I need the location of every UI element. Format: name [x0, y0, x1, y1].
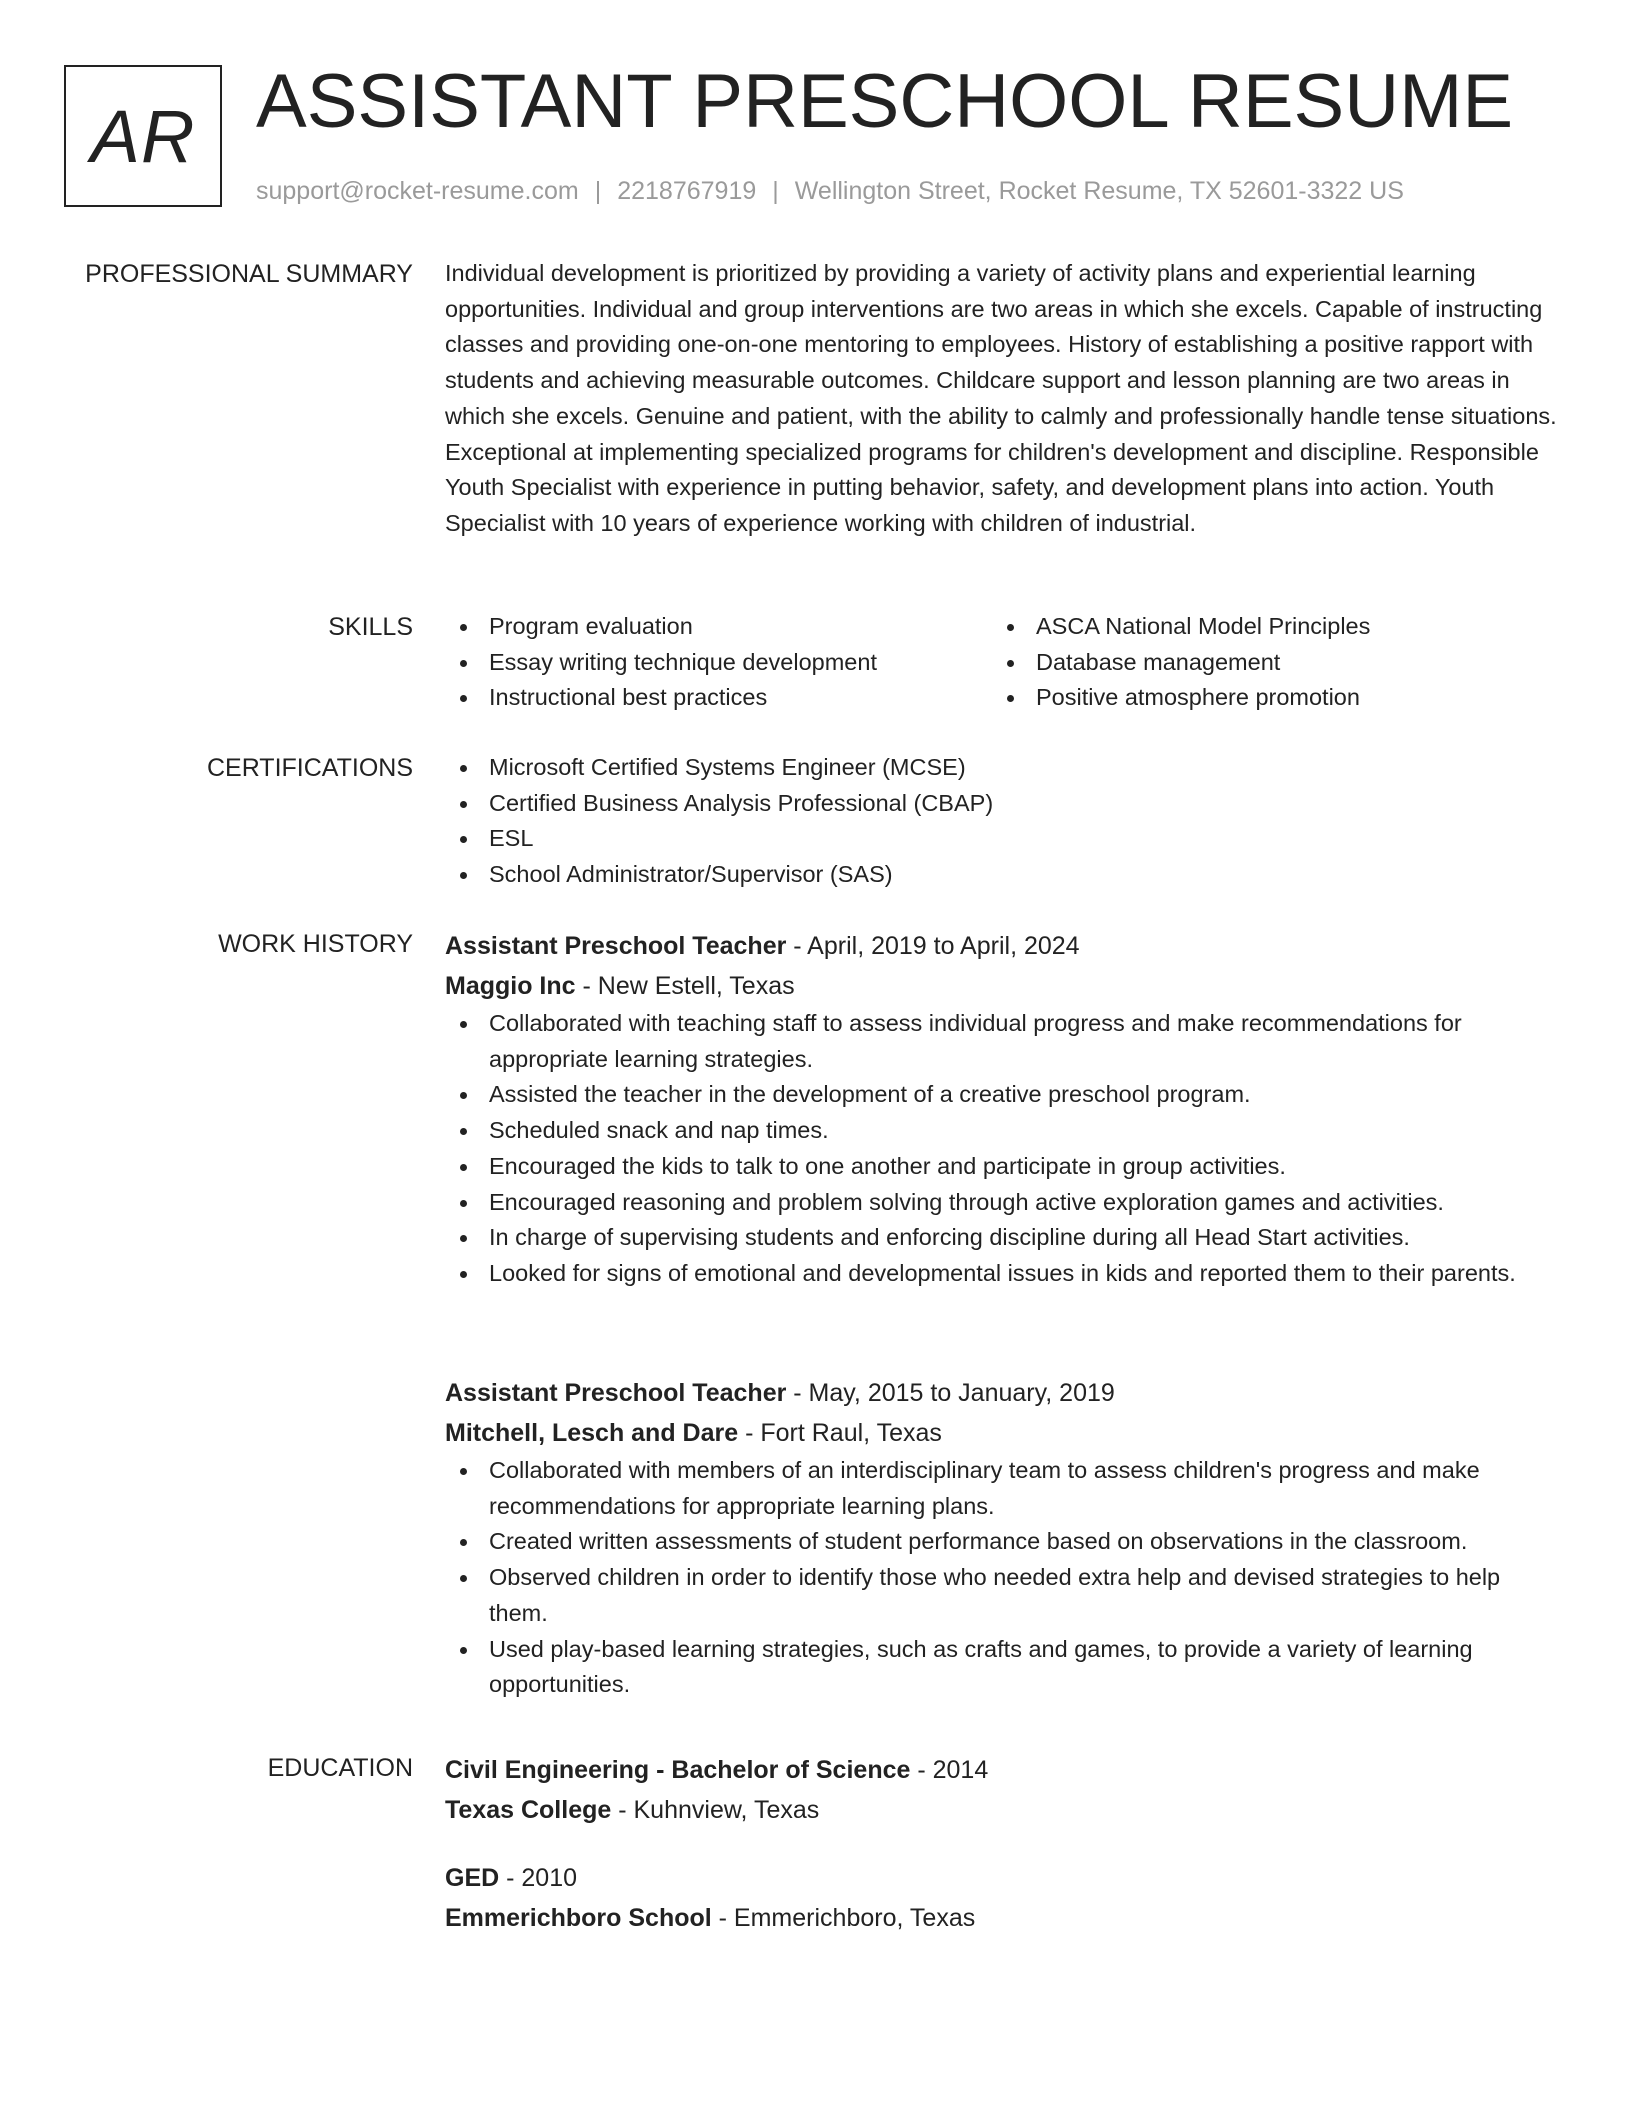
job-company-line [445, 966, 1560, 1006]
monogram-box [64, 65, 222, 207]
skills-column [445, 609, 992, 716]
section-body [445, 926, 1560, 1292]
job-bullet: Collaborated with teaching staff to assess individual progress and make recommendations for appropriate learning strategies. [445, 1006, 1560, 1077]
education-year: - 2014 [910, 1756, 989, 1784]
education-school: Texas College [445, 1796, 612, 1824]
section-body [445, 750, 1560, 893]
section-label: CERTIFICATIONS [206, 754, 413, 782]
job-title: Assistant Preschool Teacher [445, 932, 787, 960]
certification-item: Microsoft Certified Systems Engineer (MCSE) [445, 750, 1560, 786]
skill-item: Positive atmosphere promotion [992, 680, 1539, 716]
contact-line [256, 174, 1404, 208]
job-bullet: In charge of supervising students and enforcing discipline during all Head Start activities. [445, 1220, 1560, 1256]
job-dates: - April, 2019 to April, 2024 [786, 932, 1080, 960]
job-bullet: Collaborated with members of an interdisciplinary team to assess children's progress and make recommendations for appropriate learning plans. [445, 1453, 1560, 1524]
skill-item: ASCA National Model Principles [992, 609, 1539, 645]
contact-separator: | [772, 177, 779, 205]
job-title-line [445, 1373, 1560, 1413]
skills-column [992, 609, 1539, 716]
education-degree: GED [445, 1864, 500, 1892]
education-degree-line [445, 1750, 1560, 1790]
education-school: Emmerichboro School [445, 1904, 712, 1932]
education-location: - Emmerichboro, Texas [711, 1904, 976, 1932]
job-company-line [445, 1413, 1560, 1453]
contact-separator: | [594, 177, 602, 205]
job-bullets [445, 1453, 1560, 1703]
contact-address: Wellington Street, Rocket Resume, TX 52601-3322 US [794, 177, 1404, 205]
job-bullet: Created written assessments of student performance based on observations in the classroom. [445, 1524, 1560, 1560]
education-degree: Civil Engineering - Bachelor of Science [445, 1756, 911, 1784]
certification-item: School Administrator/Supervisor (SAS) [445, 857, 1560, 893]
monogram-initials: AR [90, 94, 196, 178]
section-label: EDUCATION [267, 1754, 413, 1782]
section-body [445, 1373, 1560, 1703]
job-company: Maggio Inc [445, 972, 576, 1000]
job-bullet: Scheduled snack and nap times. [445, 1113, 1560, 1149]
education-school-line [445, 1790, 1560, 1830]
skill-item: Instructional best practices [445, 680, 992, 716]
job-bullet: Looked for signs of emotional and developmental issues in kids and reported them to their parents. [445, 1256, 1560, 1292]
section-label: PROFESSIONAL SUMMARY [85, 260, 413, 288]
job-title-line [445, 926, 1560, 966]
education-year: - 2010 [499, 1864, 578, 1892]
section-label: SKILLS [328, 613, 413, 641]
contact-email: support@rocket-resume.com [256, 177, 579, 205]
job-entry [445, 1373, 1560, 1703]
job-title: Assistant Preschool Teacher [445, 1379, 787, 1407]
education-location: - Kuhnview, Texas [611, 1796, 820, 1824]
resume-title: ASSISTANT PRESCHOOL RESUME [256, 59, 1514, 144]
education-entry [445, 1858, 1560, 1938]
summary-text: Individual development is prioritized by providing a variety of activity plans and experiential learning opportunities. Individual and group interventions are two areas in which she excels. Capable of instructing classes and providing one-on-one mentoring to employees. History of establishing a positive rapport with students and achieving measurable outcomes. Childcare support and lesson planning are two areas in which she excels. Genuine and patient, with the ability to calmly and professionally handle tense situations. Exceptional at implementing specialized programs for children's development and discipline. Responsible Youth Specialist with experience in putting behavior, safety, and development plans into action. Youth Specialist with 10 years of experience working with children of industrial. [445, 260, 1557, 536]
certification-item: ESL [445, 821, 1560, 857]
education-entry [445, 1750, 1560, 1830]
job-dates: - May, 2015 to January, 2019 [786, 1379, 1115, 1407]
job-bullet: Observed children in order to identify those who needed extra help and devised strategies to help them. [445, 1560, 1560, 1631]
certifications-list [445, 750, 1560, 893]
section-label: WORK HISTORY [218, 930, 413, 958]
job-bullet: Used play-based learning strategies, such as crafts and games, to provide a variety of learning opportunities. [445, 1632, 1560, 1703]
certification-item: Certified Business Analysis Professional (CBAP) [445, 786, 1560, 822]
section-body [445, 1750, 1560, 1938]
skill-item: Program evaluation [445, 609, 992, 645]
skills-grid [445, 609, 1560, 716]
job-location: - Fort Raul, Texas [738, 1419, 942, 1447]
job-bullets [445, 1006, 1560, 1292]
section-body [445, 256, 1560, 542]
contact-phone: 2218767919 [617, 177, 757, 205]
skill-item: Essay writing technique development [445, 645, 992, 681]
job-entry [445, 926, 1560, 1292]
job-bullet: Assisted the teacher in the development of a creative preschool program. [445, 1077, 1560, 1113]
education-degree-line [445, 1858, 1560, 1898]
education-school-line [445, 1898, 1560, 1938]
job-bullet: Encouraged reasoning and problem solving through active exploration games and activities. [445, 1185, 1560, 1221]
job-location: - New Estell, Texas [575, 972, 795, 1000]
skill-item: Database management [992, 645, 1539, 681]
job-company: Mitchell, Lesch and Dare [445, 1419, 739, 1447]
section-body [445, 609, 1560, 716]
job-bullet: Encouraged the kids to talk to one another and participate in group activities. [445, 1149, 1560, 1185]
